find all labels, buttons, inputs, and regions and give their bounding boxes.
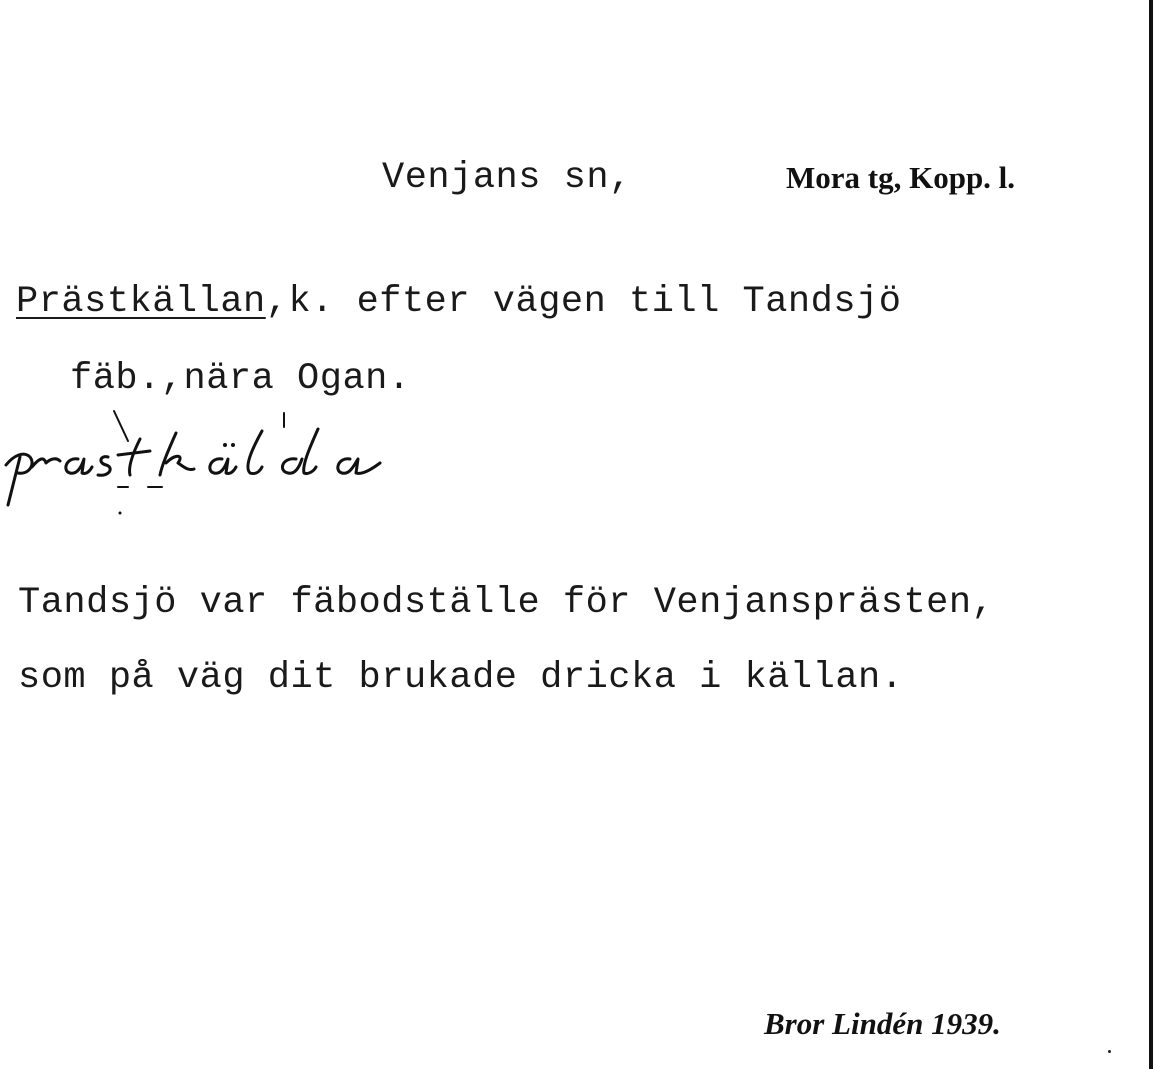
entry-line-2: fäb.,nära Ogan. (70, 358, 411, 400)
district-stamp: Mora tg, Kopp. l. (786, 160, 1016, 195)
parish-label: Venjans sn, (382, 157, 632, 199)
signature: Bror Lindén 1939. (764, 1006, 1001, 1041)
scan-speck (1108, 1050, 1111, 1053)
headword-definition: ,k. efter vägen till Tandsjö (265, 281, 902, 323)
entry-line-1 (16, 281, 902, 323)
handwritten-pronunciation (0, 405, 420, 515)
note-line-2: som på väg dit brukade dricka i källan. (18, 657, 904, 699)
card-edge-line (1149, 0, 1153, 1069)
headword: Prästkällan (16, 281, 266, 323)
note-line-1: Tandsjö var fäbodställe för Venjansprästen, (18, 582, 995, 624)
